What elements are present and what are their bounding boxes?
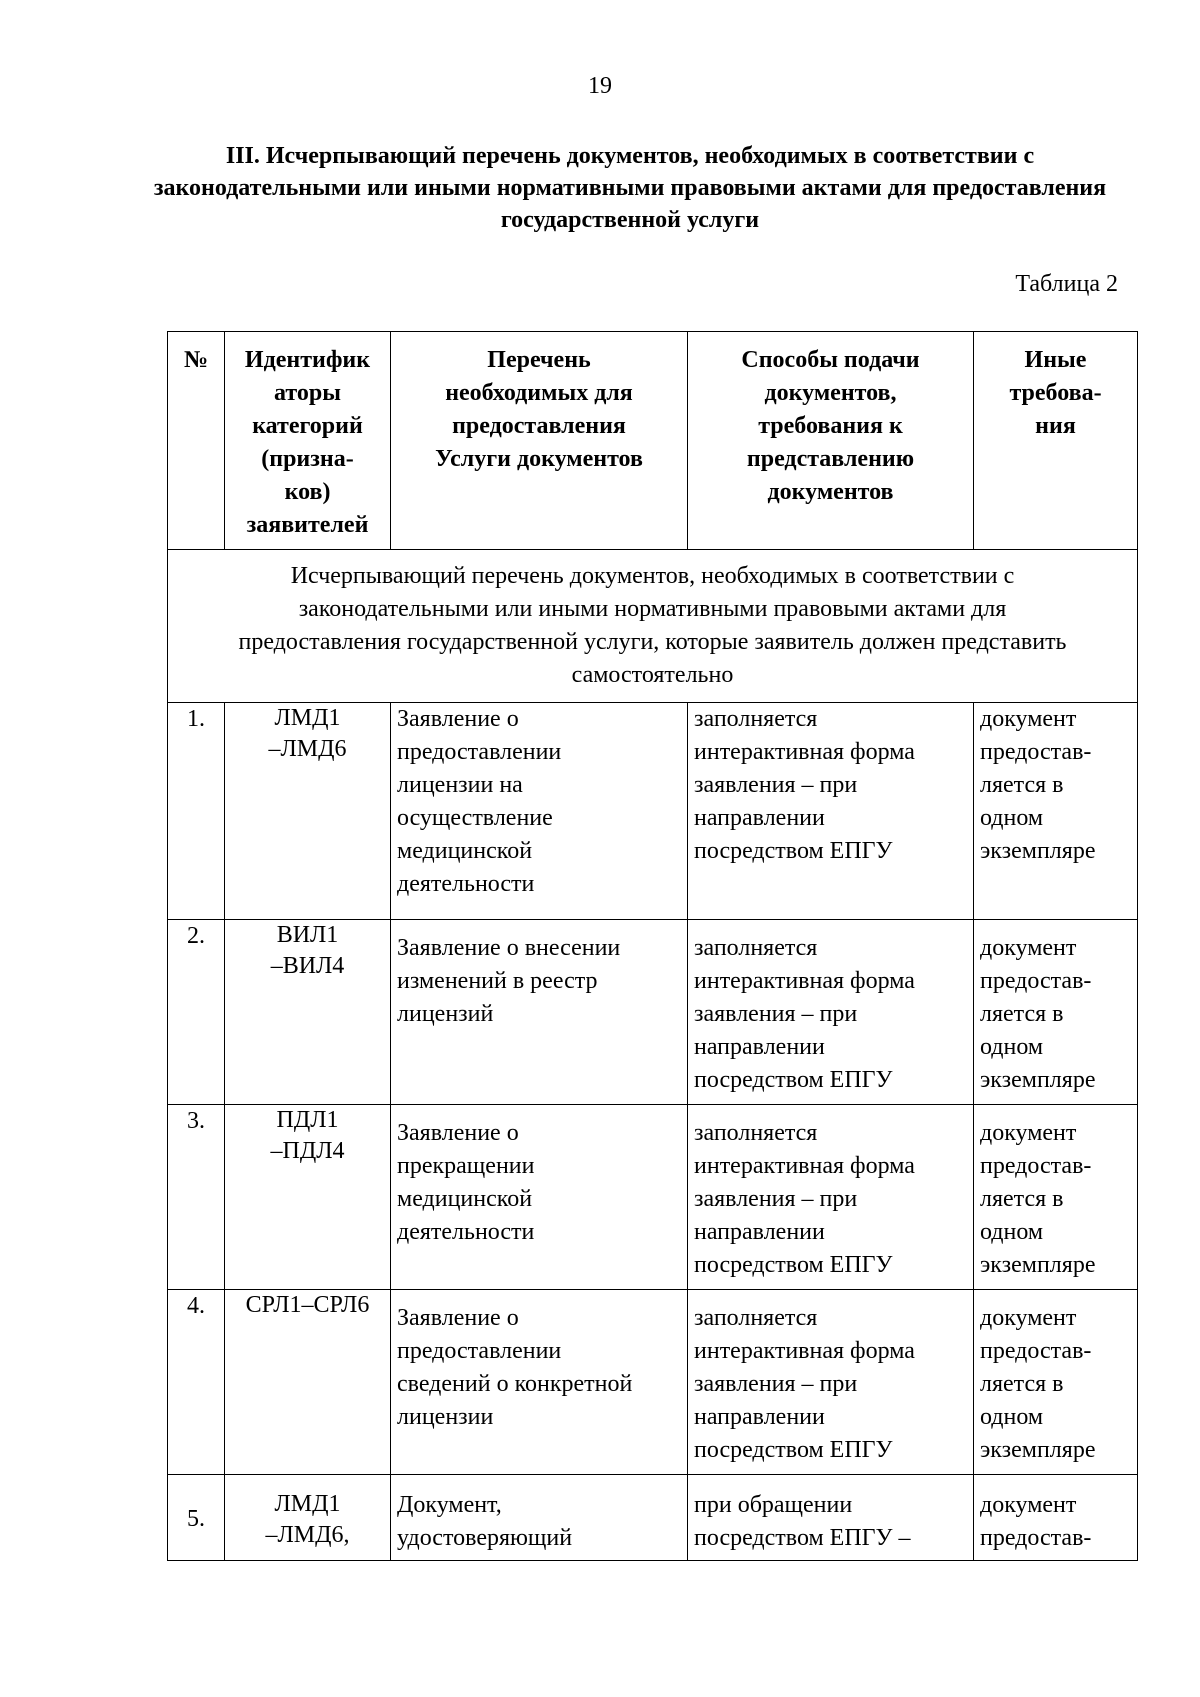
row-number: 4. (168, 1290, 225, 1475)
documents-table (167, 331, 1138, 1561)
table-row (168, 1105, 1138, 1290)
header-submission-methods: Способы подачи документов, требования к представлению документов (688, 332, 974, 550)
row-category-code: ЛМД1 –ЛМД6 (225, 703, 391, 920)
row-category-code: ПДЛ1 –ПДЛ4 (225, 1105, 391, 1290)
row-submission-method: при обращении посредством ЕПГУ – (688, 1475, 974, 1561)
row-number: 2. (168, 920, 225, 1105)
row-other-requirements: документ предостав- (974, 1475, 1138, 1561)
table-row (168, 1290, 1138, 1475)
table-row (168, 920, 1138, 1105)
row-other-requirements: документ предостав- ляется в одном экземпляре (974, 1105, 1138, 1290)
row-submission-method: заполняется интерактивная форма заявления – при направлении посредством ЕПГУ (688, 703, 974, 920)
table-caption: Таблица 2 (1015, 271, 1118, 297)
table-header-row (168, 332, 1138, 550)
row-other-requirements: документ предостав- ляется в одном экземпляре (974, 920, 1138, 1105)
section-heading: III. Исчерпывающий перечень документов, необходимых в соответствии с законодательными или иными нормативными правовыми актами для предоставления государственной услуги (153, 143, 1107, 233)
row-number: 1. (168, 703, 225, 920)
page-number: 19 (588, 73, 612, 99)
row-submission-method: заполняется интерактивная форма заявления – при направлении посредством ЕПГУ (688, 1105, 974, 1290)
table-row (168, 703, 1138, 920)
row-category-code: СРЛ1–СРЛ6 (225, 1290, 391, 1475)
row-category-code: ЛМД1 –ЛМД6, (225, 1475, 391, 1561)
row-document: Заявление о предоставлении сведений о конкретной лицензии (391, 1290, 688, 1475)
header-applicant-categories: Идентифик аторы категорий (призна- ков) заявителей (225, 332, 391, 550)
row-category-code: ВИЛ1 –ВИЛ4 (225, 920, 391, 1105)
table-section-row (168, 550, 1138, 703)
section-title: Исчерпывающий перечень документов, необходимых в соответствии с законодательными или иными нормативными правовыми актами для предоставления государственной услуги, которые заявитель должен представить самостоятельно (168, 550, 1138, 703)
row-document: Заявление о предоставлении лицензии на осуществление медицинской деятельности (391, 703, 688, 920)
row-other-requirements: документ предостав- ляется в одном экземпляре (974, 703, 1138, 920)
table-row (168, 1475, 1138, 1561)
row-submission-method: заполняется интерактивная форма заявления – при направлении посредством ЕПГУ (688, 920, 974, 1105)
row-document: Документ, удостоверяющий (391, 1475, 688, 1561)
row-document: Заявление о прекращении медицинской деятельности (391, 1105, 688, 1290)
row-submission-method: заполняется интерактивная форма заявления – при направлении посредством ЕПГУ (688, 1290, 974, 1475)
row-number: 5. (168, 1475, 225, 1561)
header-documents-list: Перечень необходимых для предоставления Услуги документов (391, 332, 688, 550)
row-document: Заявление о внесении изменений в реестр лицензий (391, 920, 688, 1105)
header-other-requirements: Иные требова- ния (974, 332, 1138, 550)
row-other-requirements: документ предостав- ляется в одном экземпляре (974, 1290, 1138, 1475)
row-number: 3. (168, 1105, 225, 1290)
header-number: № (168, 332, 225, 550)
